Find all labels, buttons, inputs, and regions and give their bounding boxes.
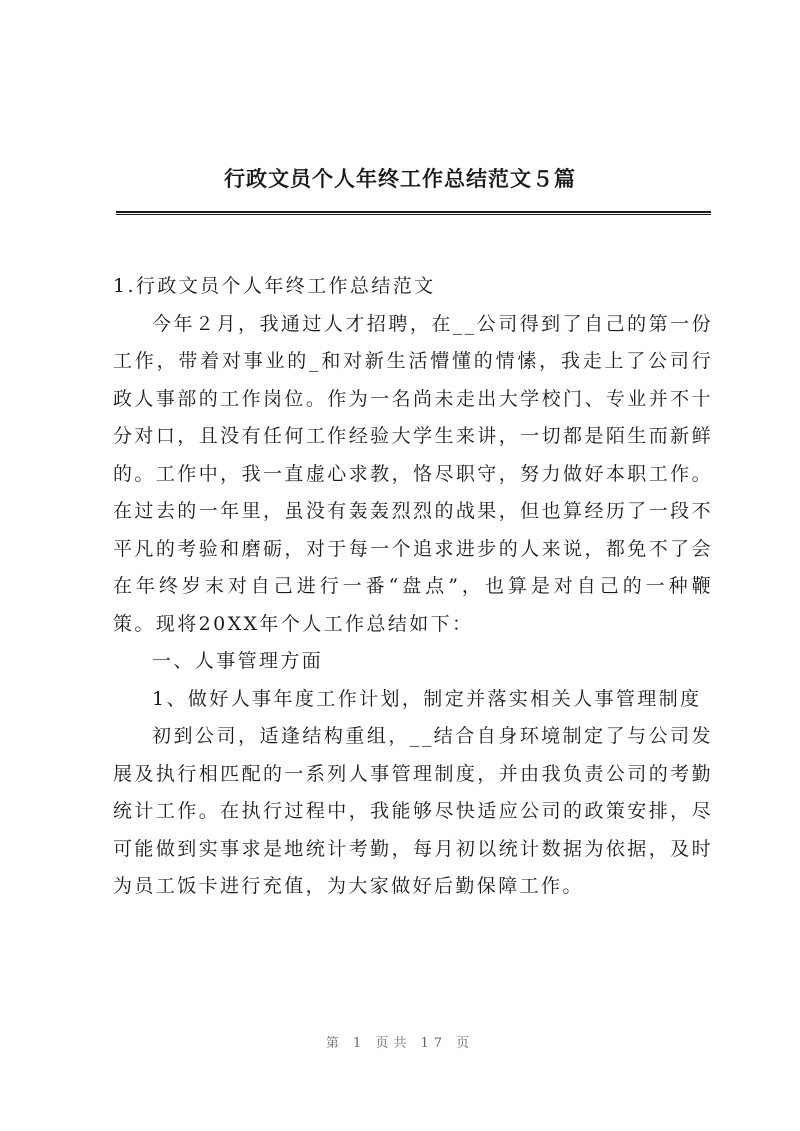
- subheading-hr-plan: 1、做好人事年度工作计划，制定并落实相关人事管理制度: [152, 687, 702, 710]
- document-title: 行政文员个人年终工作总结范文５篇: [224, 166, 576, 191]
- page-footer: 第 1 页共 17 页: [325, 1036, 475, 1051]
- document-body: [113, 268, 713, 906]
- subheading-hr-management: 一、人事管理方面: [152, 650, 324, 672]
- paragraph-attendance: 初到公司，适逢结构重组，__结合自身环境制定了与公司发展及执行相匹配的一系列人事管理制度，并由我负责公司的考勤统计工作。在执行过程中，我能够尽快适应公司的政策安排，尽可能做到实事求是地统计考勤，每月初以统计数据为依据，及时为员工饭卡进行充值，为大家做好后勤保障工作。: [113, 725, 713, 897]
- section-heading: 1.行政文员个人年终工作总结范文: [113, 275, 436, 297]
- title-underline: [116, 211, 711, 215]
- paragraph-intro: 今年２月，我通过人才招聘，在__公司得到了自己的第一份工作，带着对事业的_和对新生活懵懂的情愫，我走上了公司行政人事部的工作岗位。作为一名尚未走出大学校门、专业并不十分对口，且没有任何工作经验大学生来讲，一切都是陌生而新鲜的。工作中，我一直虚心求教，恪尽职守，努力做好本职工作。在过去的一年里，虽没有轰轰烈烈的战果，但也算经历了一段不平凡的考验和磨砺，对于每一个追求进步的人来说，都免不了会在年终岁末对自己进行一番“盘点”，也算是对自己的一种鞭策。现将20XX年个人工作总结如下：: [113, 312, 713, 635]
